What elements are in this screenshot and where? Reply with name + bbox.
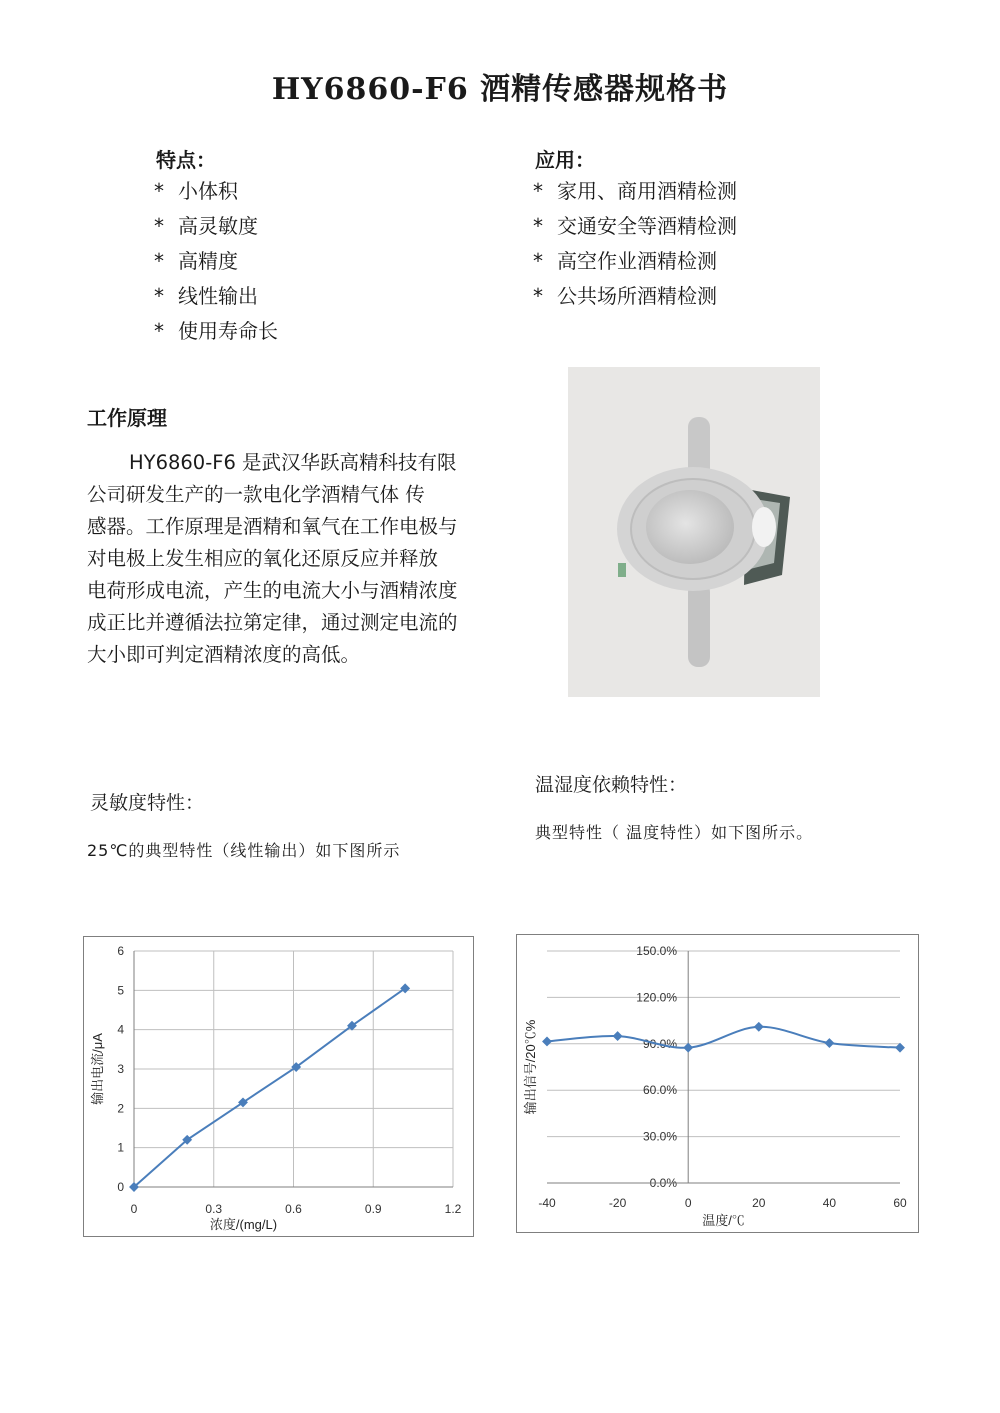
list-item: * 公共场所酒精检测 xyxy=(533,279,737,314)
applications-heading: 应用： xyxy=(535,148,595,172)
x-tick-label: 40 xyxy=(822,1196,837,1210)
y-tick-label: 0.0% xyxy=(649,1176,677,1190)
paragraph-line: 成正比并遵循法拉第定律，通过测定电流的 xyxy=(87,611,458,634)
y-tick-label: 5 xyxy=(117,983,124,998)
x-tick-label: -20 xyxy=(608,1196,627,1210)
series-line xyxy=(134,988,405,1187)
bullet-star: * xyxy=(154,319,164,343)
sensitivity-heading: 灵敏度特性： xyxy=(90,792,205,814)
x-tick-label: 0 xyxy=(130,1202,138,1216)
list-item: * 高精度 xyxy=(154,244,278,279)
series-line xyxy=(547,1027,900,1048)
x-tick-label: 60 xyxy=(893,1196,907,1210)
bullet-star: * xyxy=(533,179,543,203)
data-point-marker xyxy=(542,1037,552,1047)
paragraph-line: 大小即可判定酒精浓度的高低。 xyxy=(87,643,361,666)
x-tick-label: 0 xyxy=(684,1196,692,1210)
y-tick-label: 1 xyxy=(117,1140,124,1155)
principle-heading: 工作原理 xyxy=(87,406,167,430)
bullet-star: * xyxy=(533,214,543,238)
temperature-chart-box xyxy=(516,934,919,1233)
paragraph-line: 对电极上发生相应的氧化还原反应并释放 xyxy=(87,547,439,570)
data-point-marker xyxy=(754,1022,764,1032)
y-axis-title: 输出信号/20℃% xyxy=(523,1019,538,1115)
bullet-star: * xyxy=(154,284,164,308)
x-tick-label: 0.9 xyxy=(364,1202,382,1216)
sensitivity-chart-box xyxy=(83,936,474,1237)
list-item: * 使用寿命长 xyxy=(154,314,278,349)
y-tick-label: 0 xyxy=(117,1180,124,1194)
sensor-illustration xyxy=(568,367,820,697)
list-item: * 高空作业酒精检测 xyxy=(533,244,737,279)
paragraph-line: 感器。工作原理是酒精和氧气在工作电极与 xyxy=(87,515,458,538)
data-point-marker xyxy=(613,1031,623,1041)
x-tick-label: 0.6 xyxy=(285,1202,302,1216)
y-axis-title: 输出电流/μA xyxy=(90,1033,105,1105)
y-tick-label: 90.0% xyxy=(642,1036,677,1051)
applications-list xyxy=(533,174,737,314)
x-axis-title: 温度/℃ xyxy=(702,1213,745,1228)
paragraph-line: 电荷形成电流，产生的电流大小与酒精浓度 xyxy=(87,579,458,602)
y-tick-label: 3 xyxy=(117,1062,124,1076)
features-heading: 特点： xyxy=(156,148,216,172)
y-tick-label: 30.0% xyxy=(642,1129,677,1144)
sensitivity-caption: 25℃的典型特性（线性输出）如下图所示 xyxy=(87,841,401,860)
x-axis-title: 浓度/(mg/L) xyxy=(209,1217,278,1232)
list-item: * 家用、商用酒精检测 xyxy=(533,174,737,209)
bullet-star: * xyxy=(154,249,164,273)
principle-paragraph xyxy=(87,447,497,671)
temperature-chart xyxy=(517,935,918,1232)
data-point-marker xyxy=(824,1038,834,1048)
paragraph-line: 公司研发生产的一款电化学酒精气体 传 xyxy=(87,483,425,506)
y-tick-label: 60.0% xyxy=(642,1083,677,1098)
bullet-star: * xyxy=(533,249,543,273)
paragraph-line: HY6860-F6 是武汉华跃高精科技有限 xyxy=(129,451,457,474)
list-item: * 小体积 xyxy=(154,174,278,209)
bullet-star: * xyxy=(154,179,164,203)
y-tick-label: 6 xyxy=(117,944,124,958)
y-tick-label: 2 xyxy=(117,1101,124,1116)
x-tick-label: 0.3 xyxy=(205,1202,223,1216)
list-item: * 线性输出 xyxy=(154,279,278,314)
list-item: * 交通安全等酒精检测 xyxy=(533,209,737,244)
y-tick-label: 150.0% xyxy=(636,944,677,958)
document-title: HY6860-F6 酒精传感器规格书 xyxy=(271,72,729,107)
temp-humidity-heading: 温湿度依赖特性： xyxy=(535,774,688,796)
sensitivity-chart xyxy=(84,937,473,1236)
x-tick-label: 20 xyxy=(752,1196,766,1210)
bullet-star: * xyxy=(154,214,164,238)
bullet-star: * xyxy=(533,284,543,308)
x-tick-label: 1.2 xyxy=(444,1202,462,1216)
y-tick-label: 4 xyxy=(117,1022,124,1037)
list-item: * 高灵敏度 xyxy=(154,209,278,244)
sensor-photo xyxy=(568,367,820,697)
x-tick-label: -40 xyxy=(538,1196,556,1210)
y-tick-label: 120.0% xyxy=(636,990,677,1005)
features-list xyxy=(154,174,278,349)
temp-humidity-caption: 典型特性（ 温度特性）如下图所示。 xyxy=(535,823,814,842)
